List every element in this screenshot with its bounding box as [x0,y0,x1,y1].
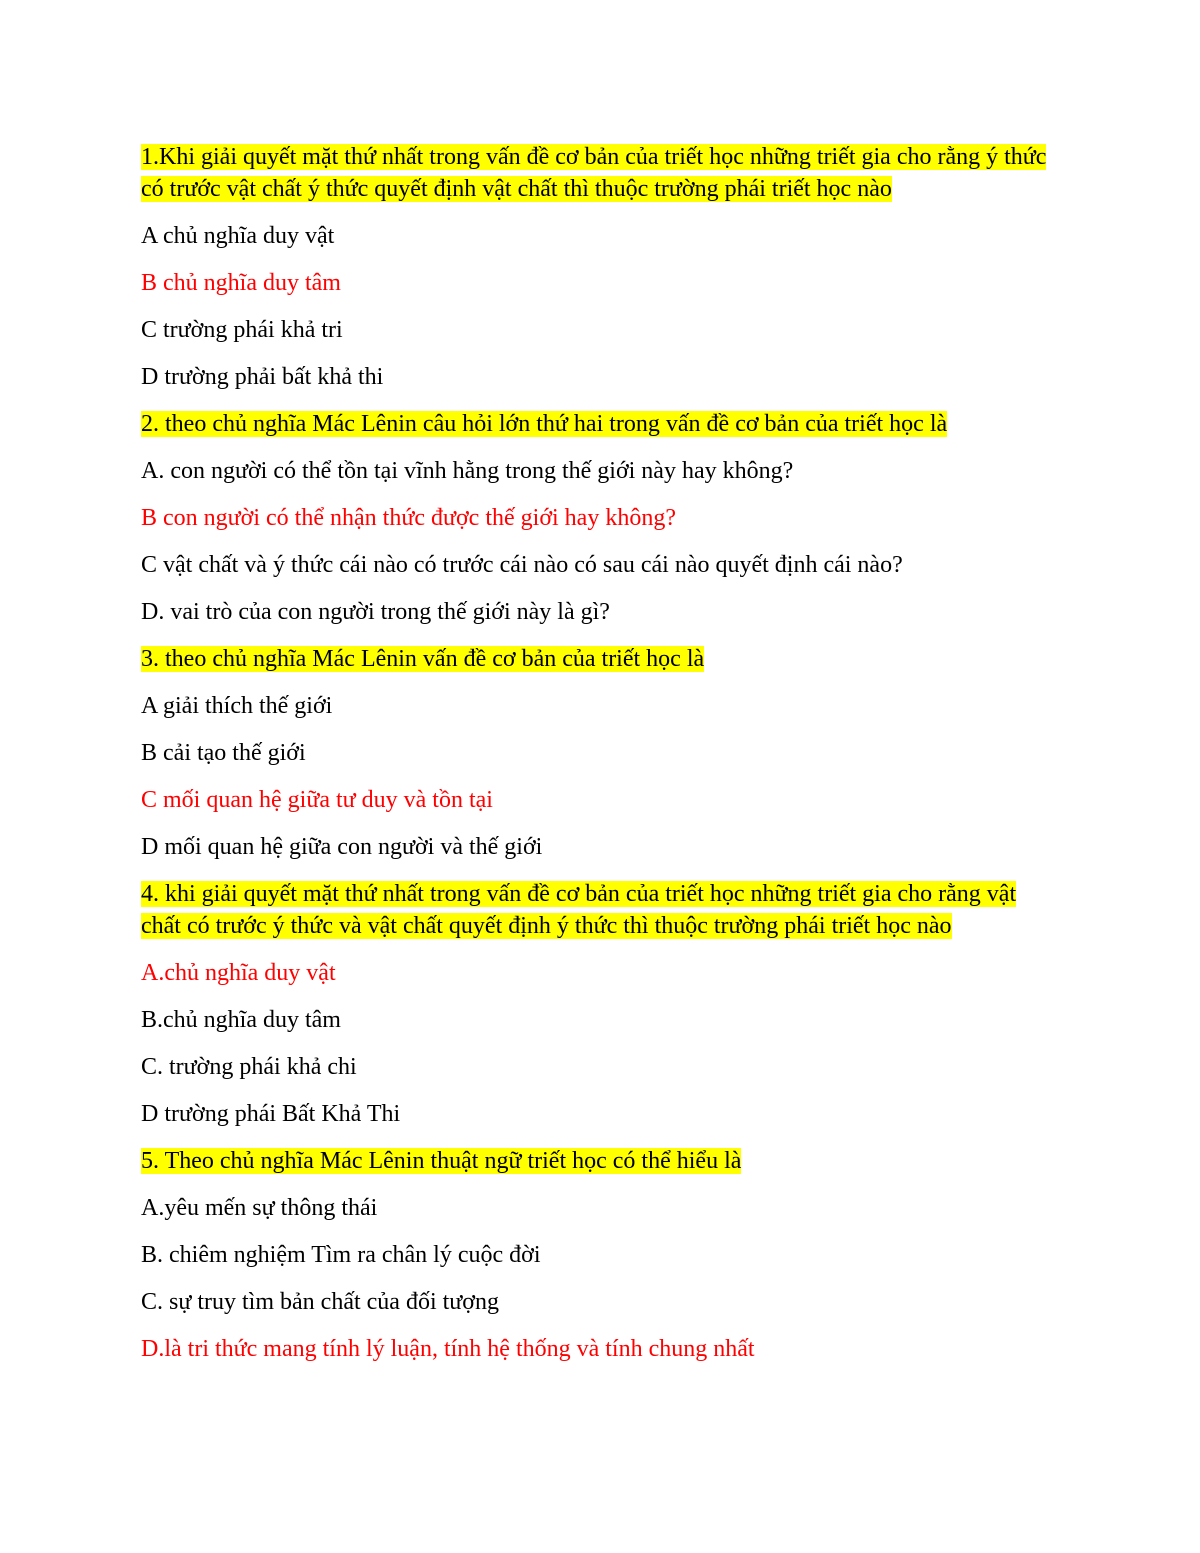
option-c: C. sự truy tìm bản chất của đối tượng [141,1289,499,1315]
option-b: B cải tạo thế giới [141,740,306,766]
option-c: C vật chất và ý thức cái nào có trước cái nào có sau cái nào quyết định cái nào? [141,552,903,578]
option-c: C. trường phái khả chi [141,1054,357,1080]
question-4 [141,878,1061,942]
question-text: 2. theo chủ nghĩa Mác Lênin câu hỏi lớn thứ hai trong vấn đề cơ bản của triết học là [141,411,948,437]
option-b-correct: B con người có thể nhận thức được thế giới hay không? [141,505,676,531]
option-a: A. con người có thể tồn tại vĩnh hằng trong thế giới này hay không? [141,458,794,484]
option-b-correct: B chủ nghĩa duy tâm [141,270,341,296]
option-c-correct: C mối quan hệ giữa tư duy và tồn tại [141,787,493,813]
option-a-correct: A.chủ nghĩa duy vật [141,960,336,986]
option-d: D mối quan hệ giữa con người và thế giới [141,834,543,860]
document-page [141,141,1061,1380]
question-1 [141,141,1061,205]
option-d: D. vai trò của con người trong thế giới này là gì? [141,599,610,625]
question-text: 3. theo chủ nghĩa Mác Lênin vấn đề cơ bản của triết học là [141,646,705,672]
question-5 [141,1145,1061,1177]
question-text: 5. Theo chủ nghĩa Mác Lênin thuật ngữ triết học có thể hiểu là [141,1148,742,1174]
option-c: C trường phái khả tri [141,317,343,343]
option-a: A.yêu mến sự thông thái [141,1195,378,1221]
question-text: 1.Khi giải quyết mặt thứ nhất trong vấn đề cơ bản của triết học những triết gia cho rằng ý thức có trước vật chất ý thức quyết định vật chất thì thuộc trường phái triết học nào [141,144,1047,202]
option-d: D trường phải bất khả thi [141,364,384,390]
option-b: B.chủ nghĩa duy tâm [141,1007,341,1033]
option-a: A giải thích thế giới [141,693,333,719]
option-b: B. chiêm nghiệm Tìm ra chân lý cuộc đời [141,1242,541,1268]
option-d: D trường phái Bất Khả Thi [141,1101,401,1127]
question-text: 4. khi giải quyết mặt thứ nhất trong vấn đề cơ bản của triết học những triết gia cho rằng vật chất có trước ý thức và vật chất quyết định ý thức thì thuộc trường phái triết học nào [141,881,1017,939]
option-a: A chủ nghĩa duy vật [141,223,335,249]
option-d-correct: D.là tri thức mang tính lý luận, tính hệ thống và tính chung nhất [141,1336,755,1362]
question-2 [141,408,1061,440]
question-3 [141,643,1061,675]
